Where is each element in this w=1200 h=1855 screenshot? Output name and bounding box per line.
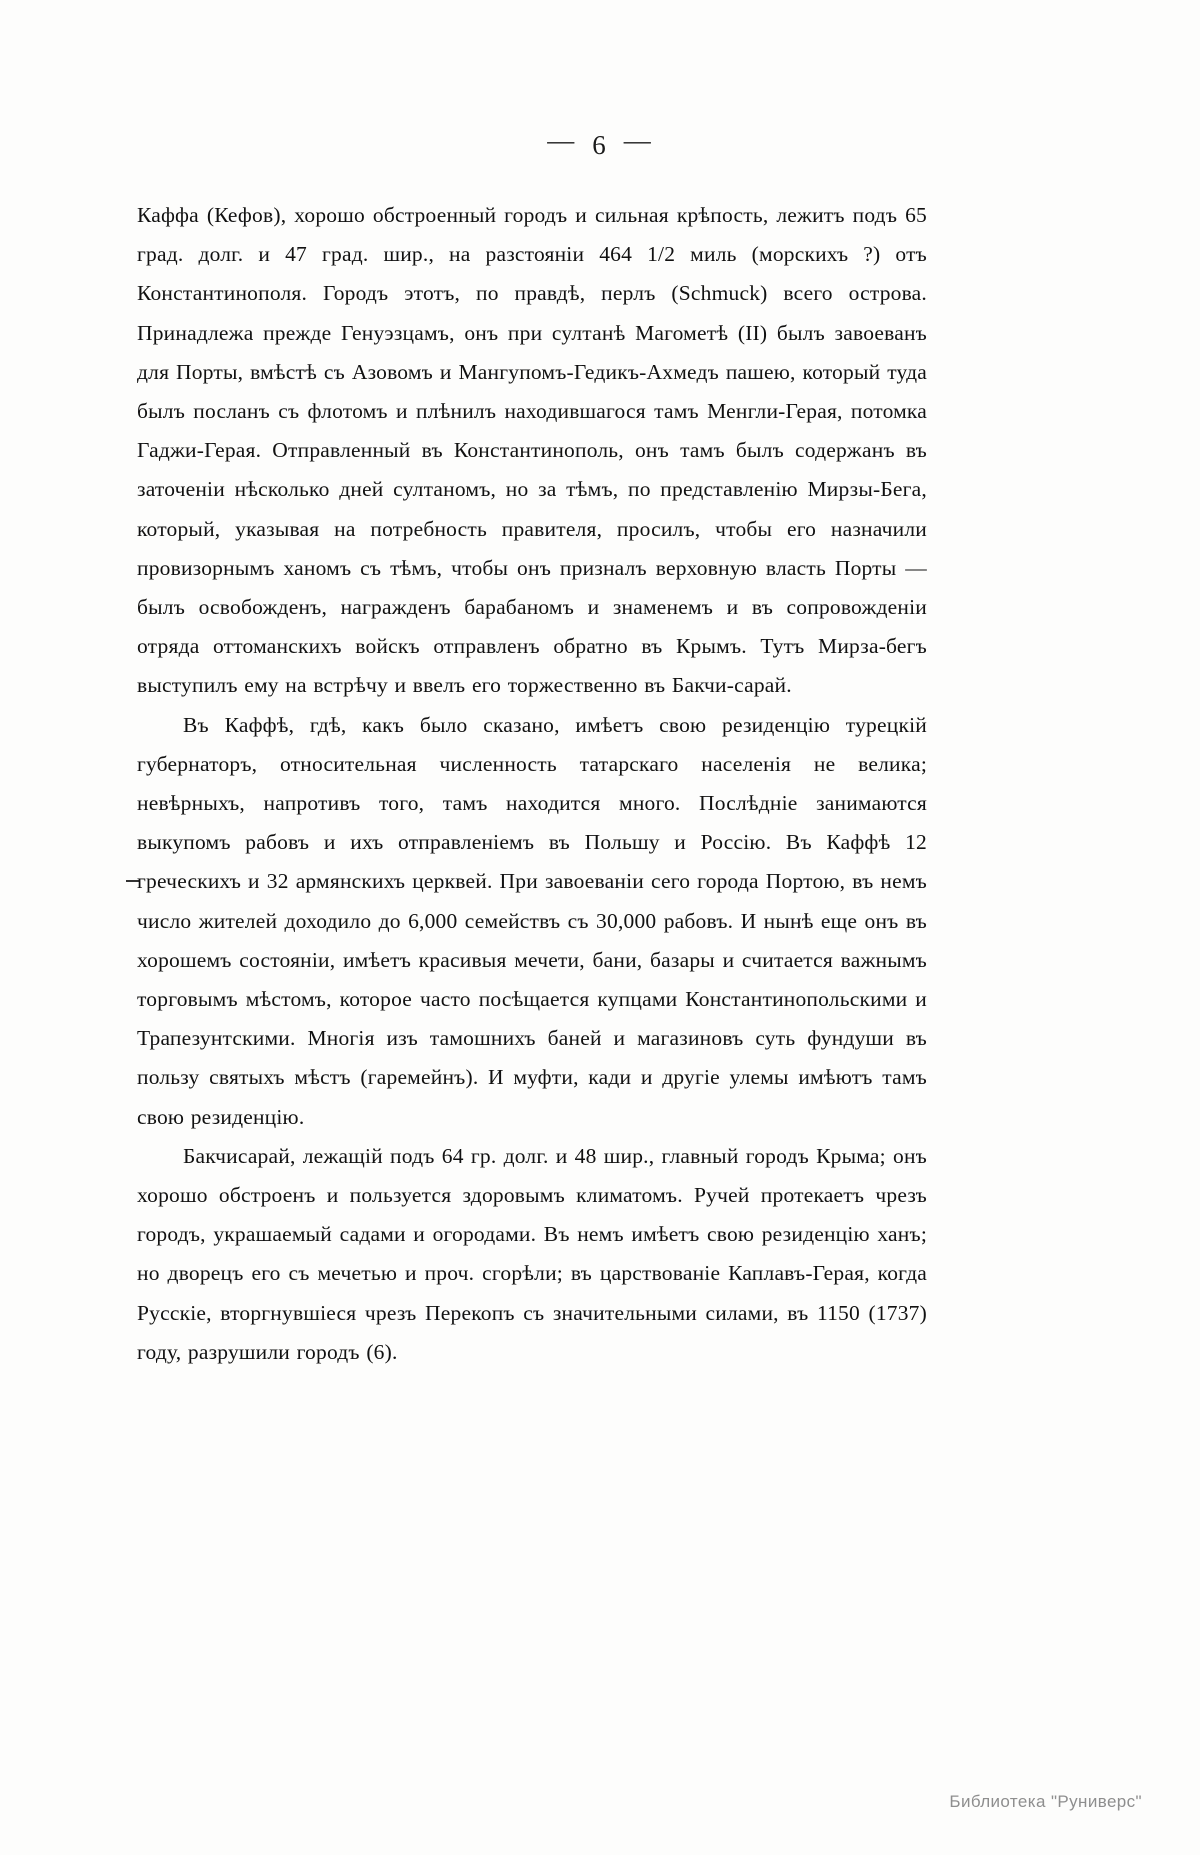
paragraph-kaffa: Каффа (Кефов), хорошо обстроенный городъ и сильная крѣпость, лежитъ подъ 65 град. долг. и 47 град. шир., на разстоянiи 464 1/2 миль (морскихъ ?) отъ Константинополя. Городъ этотъ, по правдѣ, перлъ (Schmuck) всего острова. Принадлежа прежде Генуэзцамъ, онъ при султанѣ Магометѣ (II) былъ завоеванъ для Порты, вмѣстѣ съ Азовомъ и Мангупомъ-Гедикъ-Ахмедъ пашею, который туда былъ посланъ съ флотомъ и плѣнилъ находившагося тамъ Менгли-Герая, потомка Гаджи-Герая. Отправленный въ Константинополь, онъ тамъ былъ содержанъ въ заточенiи нѣсколько дней султаномъ, но за тѣмъ, по представленiю Мирзы-Бега, который, указывая на потребность правителя, просилъ, чтобы его назначили провизорнымъ ханомъ съ тѣмъ, чтобы онъ призналъ верховную власть Порты — былъ освобожденъ, награжденъ барабаномъ и знаменемъ и въ сопровожденiи отряда оттоманскихъ войскъ отправленъ обратно въ Крымъ. Тутъ Мирза-бегъ выступилъ ему на встрѣчу и ввелъ его торжественно въ Бакчи-сарай. xyxy=(137,203,927,698)
body-text xyxy=(137,196,927,1372)
paragraph-bakchisaray: Бакчисарай, лежащiй подъ 64 гр. долг. и 48 шир., главный городъ Крыма; онъ хорошо обстроенъ и пользуется здоровымъ климатомъ. Ручей протекаетъ чрезъ городъ, украшаемый садами и огородами. Въ немъ имѣетъ свою резиденцiю ханъ; но дворецъ его съ мечетью и проч. сгорѣли; въ царствованiе Каплавъ-Герая, когда Русскiе, вторгнувшiеся чрезъ Перекопъ съ значительными силами, въ 1150 (1737) году, разрушили городъ (6). xyxy=(137,1143,927,1364)
page-number-dash-right: — xyxy=(623,125,653,155)
page-number-dash-left: — xyxy=(547,125,577,155)
paragraph-kaffa-population: Въ Каффѣ, гдѣ, какъ было сказано, имѣетъ свою резиденцiю турецкiй губернаторъ, относительная численность татарскаго населенiя не велика; невѣрныхъ, напротивъ того, тамъ находится много. Послѣднiе занимаются выкупомъ рабовъ и ихъ отправленiемъ въ Польшу и Россiю. Въ Каффѣ 12 греческихъ и 32 армянскихъ церквей. При завоеванiи сего города Портою, въ немъ число жителей доходило до 6,000 семействъ съ 30,000 рабовъ. И нынѣ еще онъ въ хорошемъ состоянiи, имѣетъ красивыя мечети, бани, базары и считается важнымъ торговымъ мѣстомъ, которое часто посѣщается купцами Константинопольскими и Трапезунтскими. Многiя изъ тамошнихъ баней и магазиновъ суть фундуши въ пользу святыхъ мѣстъ (гаремейнъ). И муфти, кади и другiе улемы имѣютъ тамъ свою резиденцiю. xyxy=(137,712,927,1129)
page-number-value: 6 xyxy=(592,130,608,160)
page-number xyxy=(0,125,1200,161)
library-watermark: Библиотека "Руниверс" xyxy=(949,1792,1142,1811)
